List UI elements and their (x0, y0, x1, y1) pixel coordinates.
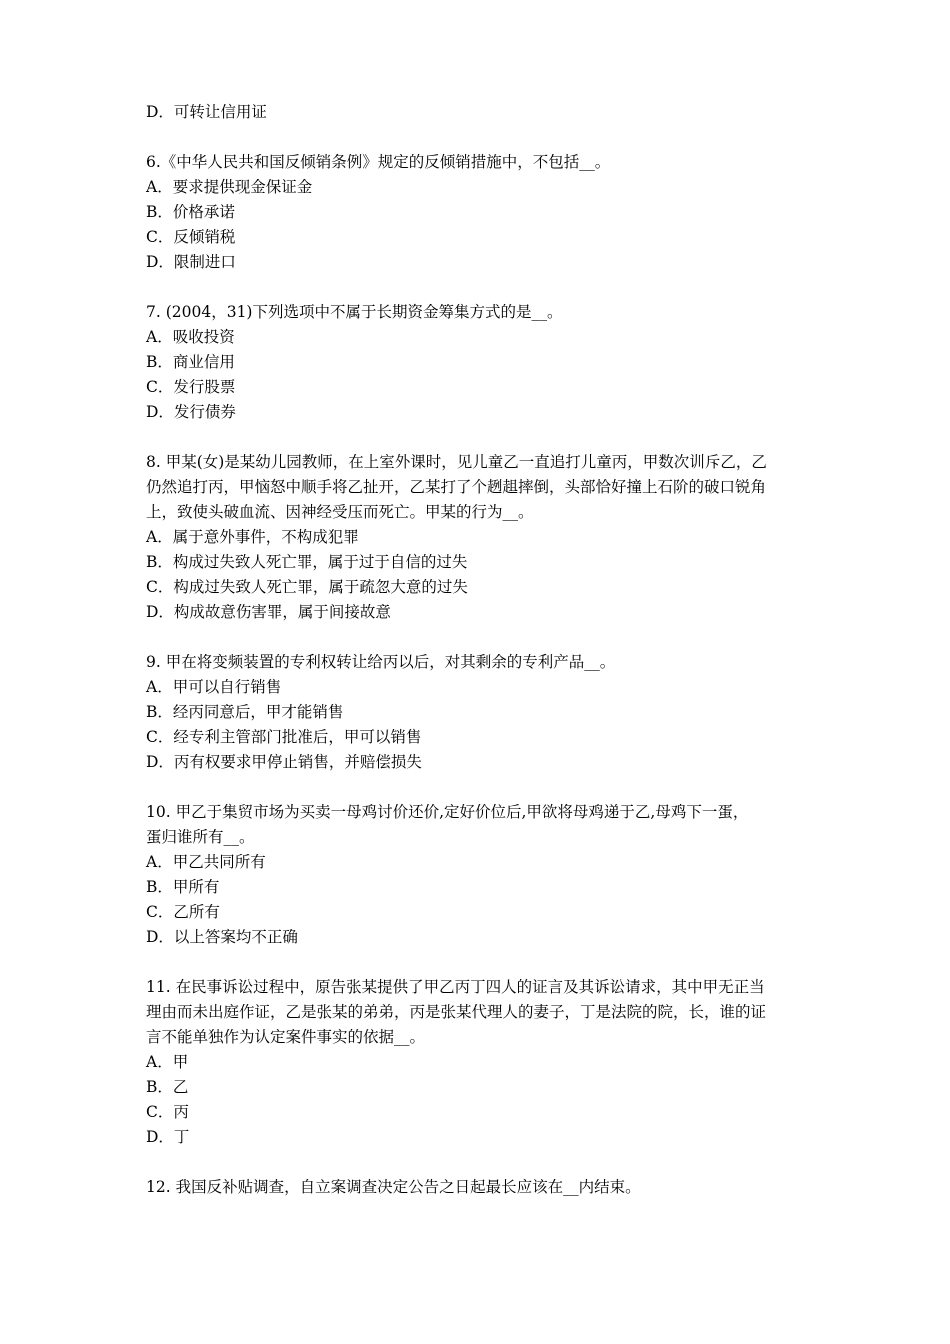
paragraph-gap (146, 1150, 826, 1175)
q11-option-d: D．丁 (146, 1128, 190, 1146)
q9-option-a: A．甲可以自行销售 (146, 678, 282, 696)
q12-stem: 12. 我国反补贴调查，自立案调查决定公告之日起最长应该在__内结束。 (146, 1178, 641, 1196)
q11-stem-line-1: 11. 在民事诉讼过程中，原告张某提供了甲乙丙丁四人的证言及其诉讼请求，其中甲无正当 (146, 978, 765, 996)
q10-stem-line-2: 蛋归谁所有__。 (146, 828, 255, 846)
q8-option-c: C．构成过失致人死亡罪，属于疏忽大意的过失 (146, 578, 468, 596)
q7-option-d: D．发行债券 (146, 403, 236, 421)
q10-option-d: D．以上答案均不正确 (146, 928, 298, 946)
question-list (146, 100, 826, 1200)
q11-stem-line-3: 言不能单独作为认定案件事实的依据__。 (146, 1028, 426, 1046)
q10-option-b: B．甲所有 (146, 878, 220, 896)
q6-option-d: D．限制进口 (146, 253, 236, 271)
q11-option-c: C．丙 (146, 1103, 189, 1121)
paragraph-gap (146, 275, 826, 300)
paragraph-gap (146, 950, 826, 975)
q9-stem: 9. 甲在将变频装置的专利权转让给丙以后，对其剩余的专利产品__。 (146, 653, 616, 671)
paragraph-gap (146, 625, 826, 650)
q7-option-b: B．商业信用 (146, 353, 235, 371)
q11-stem-line-2: 理由而未出庭作证，乙是张某的弟弟，丙是张某代理人的妻子，丁是法院的院，长，谁的证 (146, 1003, 767, 1021)
q8-option-a: A．属于意外事件，不构成犯罪 (146, 528, 359, 546)
q6-stem: 6.《中华人民共和国反倾销条例》规定的反倾销措施中，不包括__。 (146, 153, 611, 171)
paragraph-gap (146, 125, 826, 150)
q8-stem-line-2: 仍然追打丙，甲恼怒中顺手将乙扯开，乙某打了个趔趄摔倒，头部恰好撞上石阶的破口锐角 (146, 478, 767, 496)
q7-stem: 7. (2004，31)下列选项中不属于长期资金筹集方式的是__。 (146, 303, 563, 321)
q6-option-c: C．反倾销税 (146, 228, 236, 246)
q6-option-b: B．价格承诺 (146, 203, 235, 221)
q6-option-a: A．要求提供现金保证金 (146, 178, 313, 196)
q8-stem-line-1: 8. 甲某(女)是某幼儿园教师，在上室外课时，见儿童乙一直追打儿童丙，甲数次训斥乙，乙 (146, 453, 767, 471)
q10-option-c: C．乙所有 (146, 903, 220, 921)
q8-option-b: B．构成过失致人死亡罪，属于过于自信的过失 (146, 553, 468, 571)
q10-option-a: A．甲乙共同所有 (146, 853, 266, 871)
q7-option-a: A．吸收投资 (146, 328, 235, 346)
q8-stem-line-3: 上，致使头破血流、因神经受压而死亡。甲某的行为__。 (146, 503, 534, 521)
q7-option-c: C．发行股票 (146, 378, 236, 396)
q10-stem-line-1: 10. 甲乙于集贸市场为买卖一母鸡讨价还价,定好价位后,甲欲将母鸡递于乙,母鸡下一蛋， (146, 803, 749, 821)
paragraph-gap (146, 775, 826, 800)
q11-option-b: B．乙 (146, 1078, 189, 1096)
q8-option-d: D．构成故意伤害罪，属于间接故意 (146, 603, 391, 621)
paragraph-gap (146, 425, 826, 450)
q9-option-d: D．丙有权要求甲停止销售，并赔偿损失 (146, 753, 422, 771)
q9-option-b: B．经丙同意后，甲才能销售 (146, 703, 344, 721)
q5-option-d: D．可转让信用证 (146, 103, 267, 121)
q9-option-c: C．经专利主管部门批准后，甲可以销售 (146, 728, 422, 746)
q11-option-a: A．甲 (146, 1053, 189, 1071)
